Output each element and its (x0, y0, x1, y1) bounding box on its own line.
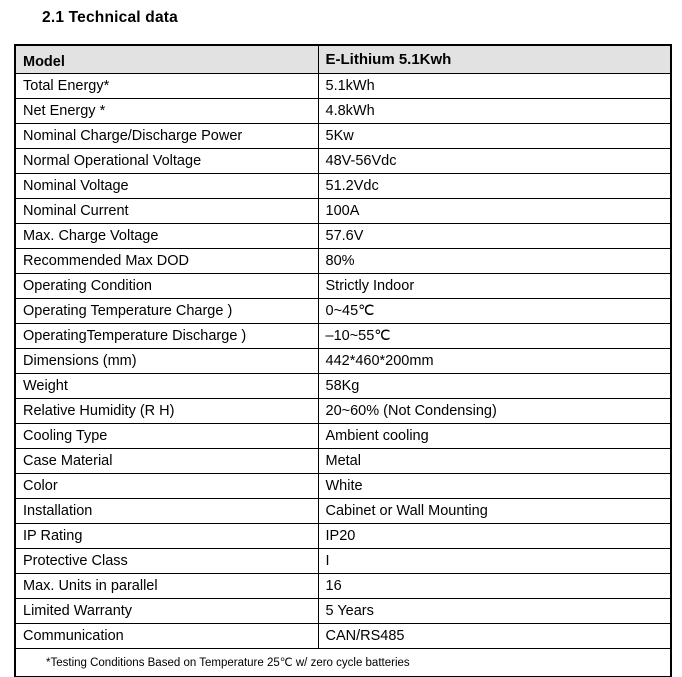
spec-label-cell: Operating Condition (15, 274, 318, 299)
footnote-row (15, 649, 671, 677)
spec-label-cell: Case Material (15, 449, 318, 474)
table-row (15, 374, 671, 399)
spec-label-cell: Nominal Voltage (15, 174, 318, 199)
spec-value-cell: 5Kw (318, 124, 671, 149)
spec-value-cell: 0~45℃ (318, 299, 671, 324)
spec-label-cell: Weight (15, 374, 318, 399)
spec-label-cell: Color (15, 474, 318, 499)
table-row (15, 149, 671, 174)
table-row (15, 474, 671, 499)
table-row (15, 124, 671, 149)
table-row (15, 99, 671, 124)
spec-label-cell: Total Energy* (15, 74, 318, 99)
table-row (15, 424, 671, 449)
spec-label-cell: Communication (15, 624, 318, 649)
spec-value-cell: IP20 (318, 524, 671, 549)
table-row (15, 74, 671, 99)
table-row (15, 624, 671, 649)
spec-value-cell: 4.8kWh (318, 99, 671, 124)
table-row (15, 224, 671, 249)
technical-data-table (14, 44, 672, 677)
spec-label-cell: Limited Warranty (15, 599, 318, 624)
spec-label-cell: Operating Temperature Charge ) (15, 299, 318, 324)
spec-label-cell: Installation (15, 499, 318, 524)
spec-value-cell: 51.2Vdc (318, 174, 671, 199)
spec-value-cell: 16 (318, 574, 671, 599)
spec-label-cell: OperatingTemperature Discharge ) (15, 324, 318, 349)
spec-label-cell: Max. Units in parallel (15, 574, 318, 599)
spec-value-cell: –10~55℃ (318, 324, 671, 349)
spec-value-cell: 80% (318, 249, 671, 274)
spec-value-cell: White (318, 474, 671, 499)
spec-value-cell: 20~60% (Not Condensing) (318, 399, 671, 424)
footnote: *Testing Conditions Based on Temperature 25℃ w/ zero cycle batteries (15, 649, 671, 677)
spec-label-cell: Nominal Charge/Discharge Power (15, 124, 318, 149)
spec-value-cell: Ambient cooling (318, 424, 671, 449)
table-row (15, 549, 671, 574)
spec-value-cell: 57.6V (318, 224, 671, 249)
spec-label-cell: IP Rating (15, 524, 318, 549)
spec-value-cell: Strictly Indoor (318, 274, 671, 299)
table-header-row (15, 45, 671, 74)
table-row (15, 449, 671, 474)
table-row (15, 324, 671, 349)
spec-label-cell: Net Energy * (15, 99, 318, 124)
spec-value-cell: CAN/RS485 (318, 624, 671, 649)
spec-value-cell: 5.1kWh (318, 74, 671, 99)
table-row (15, 399, 671, 424)
spec-label-cell: Normal Operational Voltage (15, 149, 318, 174)
table-row (15, 274, 671, 299)
spec-value-cell: 58Kg (318, 374, 671, 399)
spec-label-cell: Relative Humidity (R H) (15, 399, 318, 424)
table-row (15, 499, 671, 524)
spec-label-cell: Nominal Current (15, 199, 318, 224)
table-row (15, 174, 671, 199)
spec-label-cell: Cooling Type (15, 424, 318, 449)
spec-value-cell: Cabinet or Wall Mounting (318, 499, 671, 524)
section-title: 2.1 Technical data (42, 9, 178, 26)
spec-value-cell: 442*460*200mm (318, 349, 671, 374)
table-row (15, 574, 671, 599)
table-row (15, 349, 671, 374)
spec-label-cell: Protective Class (15, 549, 318, 574)
table-row (15, 199, 671, 224)
model-value-header-cell: E-Lithium 5.1Kwh (318, 45, 671, 74)
spec-value-cell: I (318, 549, 671, 574)
table-row (15, 524, 671, 549)
spec-label-cell: Recommended Max DOD (15, 249, 318, 274)
spec-value-cell: 48V-56Vdc (318, 149, 671, 174)
spec-label-cell: Max. Charge Voltage (15, 224, 318, 249)
spec-value-cell: Metal (318, 449, 671, 474)
table-row (15, 299, 671, 324)
table-row (15, 599, 671, 624)
model-header-cell: Model (15, 45, 318, 74)
table-row (15, 249, 671, 274)
spec-value-cell: 100A (318, 199, 671, 224)
table-body (15, 74, 671, 649)
spec-value-cell: 5 Years (318, 599, 671, 624)
spec-label-cell: Dimensions (mm) (15, 349, 318, 374)
